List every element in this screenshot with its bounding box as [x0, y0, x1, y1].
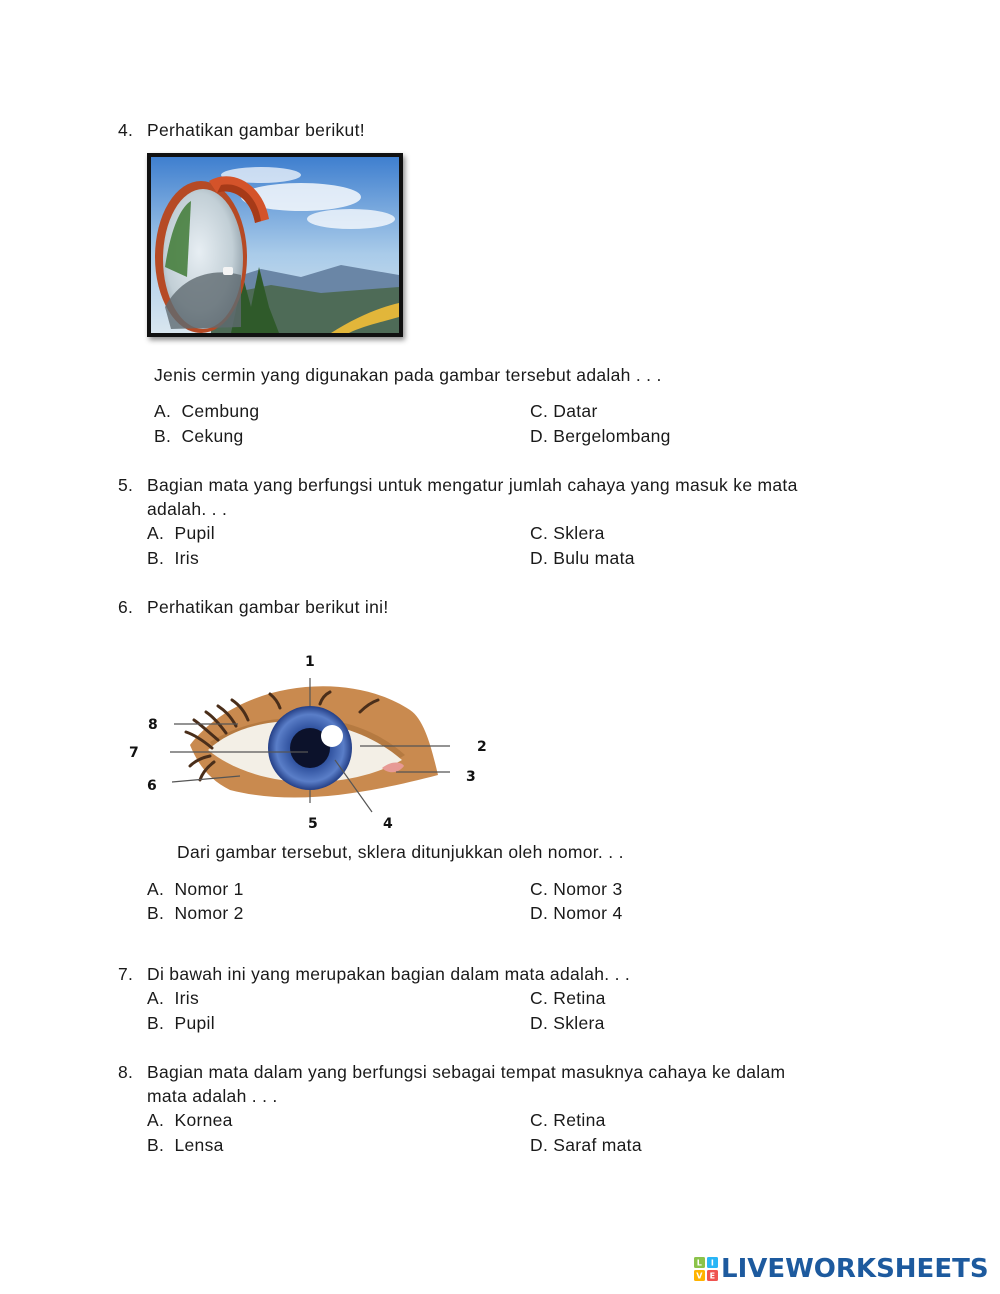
- q8-number: 8.: [118, 1062, 134, 1082]
- option-letter: A.: [147, 1110, 165, 1130]
- option-text: Saraf mata: [553, 1135, 642, 1155]
- option-text: Sklera: [553, 523, 605, 543]
- option-letter: A.: [147, 523, 165, 543]
- diagram-label-8: 8: [148, 717, 159, 733]
- convex-mirror-photo: [147, 153, 403, 337]
- option-text: Bulu mata: [553, 548, 635, 568]
- q4-text: Perhatikan gambar berikut!: [147, 120, 365, 140]
- option-letter: D.: [530, 426, 549, 446]
- option-letter: D.: [530, 903, 549, 923]
- option-text: Lensa: [174, 1135, 224, 1155]
- option-letter: A.: [147, 879, 165, 899]
- q4-prompt: Jenis cermin yang digunakan pada gambar tersebut adalah . . .: [154, 365, 662, 385]
- option-letter: A.: [147, 988, 165, 1008]
- option-text: Datar: [553, 401, 598, 421]
- brand-name: LIVEWORKSHEETS: [721, 1254, 989, 1284]
- option-text: Pupil: [174, 1013, 215, 1033]
- svg-text:I: I: [710, 1258, 715, 1268]
- q6-prompt: Dari gambar tersebut, sklera ditunjukkan oleh nomor. . .: [177, 842, 624, 862]
- option-text: Kornea: [174, 1110, 233, 1130]
- q8-option-a[interactable]: [147, 1109, 233, 1131]
- q6-text: Perhatikan gambar berikut ini!: [147, 597, 389, 617]
- q6-option-d[interactable]: [530, 902, 623, 924]
- option-letter: D.: [530, 1013, 549, 1033]
- q5-option-c[interactable]: [530, 522, 605, 544]
- option-letter: D.: [530, 548, 549, 568]
- option-letter: B.: [147, 903, 165, 923]
- q6-option-a[interactable]: [147, 878, 244, 900]
- option-text: Pupil: [174, 523, 215, 543]
- q5-text-line1: Bagian mata yang berfungsi untuk mengatur jumlah cahaya yang masuk ke mata: [147, 475, 798, 495]
- option-text: Iris: [174, 988, 199, 1008]
- svg-text:E: E: [709, 1271, 716, 1281]
- q5-number: 5.: [118, 475, 134, 495]
- option-letter: C.: [530, 401, 549, 421]
- option-text: Sklera: [553, 1013, 605, 1033]
- q8-option-b[interactable]: [147, 1134, 224, 1156]
- q4-option-c[interactable]: [530, 400, 598, 422]
- q6-number: 6.: [118, 597, 134, 617]
- option-text: Cembung: [181, 401, 260, 421]
- svg-text:L: L: [696, 1258, 703, 1268]
- option-text: Nomor 2: [174, 903, 244, 923]
- diagram-label-7: 7: [129, 745, 140, 761]
- q4-option-d[interactable]: [530, 425, 671, 447]
- option-letter: D.: [530, 1135, 549, 1155]
- option-text: Bergelombang: [553, 426, 671, 446]
- q7-option-a[interactable]: [147, 987, 199, 1009]
- option-letter: B.: [154, 426, 172, 446]
- option-letter: C.: [530, 1110, 549, 1130]
- option-text: Cekung: [181, 426, 244, 446]
- q7-number: 7.: [118, 964, 134, 984]
- q6-option-b[interactable]: [147, 902, 244, 924]
- option-text: Nomor 3: [553, 879, 623, 899]
- option-letter: C.: [530, 879, 549, 899]
- q8-option-d[interactable]: [530, 1134, 642, 1156]
- option-text: Retina: [553, 1110, 606, 1130]
- option-text: Iris: [174, 548, 199, 568]
- q5-option-a[interactable]: [147, 522, 215, 544]
- option-text: Nomor 1: [174, 879, 244, 899]
- q5-text-line2: adalah. . .: [147, 499, 228, 519]
- diagram-label-2: 2: [477, 739, 488, 755]
- q7-option-d[interactable]: [530, 1012, 605, 1034]
- q5-option-d[interactable]: [530, 547, 635, 569]
- q8-text-line1: Bagian mata dalam yang berfungsi sebagai tempat masuknya cahaya ke dalam: [147, 1062, 786, 1082]
- option-text: Retina: [553, 988, 606, 1008]
- eye-diagram: [120, 640, 500, 845]
- diagram-label-5: 5: [308, 816, 319, 832]
- q5-option-b[interactable]: [147, 547, 199, 569]
- option-letter: A.: [154, 401, 172, 421]
- option-letter: B.: [147, 548, 165, 568]
- diagram-label-6: 6: [147, 778, 158, 794]
- liveworksheets-logo-icon: [694, 1257, 718, 1281]
- option-text: Nomor 4: [553, 903, 623, 923]
- q4-option-a[interactable]: [154, 400, 259, 422]
- option-letter: B.: [147, 1135, 165, 1155]
- q7-text: Di bawah ini yang merupakan bagian dalam mata adalah. . .: [147, 964, 631, 984]
- option-letter: B.: [147, 1013, 165, 1033]
- option-letter: C.: [530, 988, 549, 1008]
- option-letter: C.: [530, 523, 549, 543]
- q4-option-b[interactable]: [154, 425, 244, 447]
- q8-text-line2: mata adalah . . .: [147, 1086, 278, 1106]
- liveworksheets-brand[interactable]: [694, 1252, 989, 1286]
- q8-option-c[interactable]: [530, 1109, 606, 1131]
- q7-option-b[interactable]: [147, 1012, 215, 1034]
- svg-text:V: V: [696, 1271, 703, 1281]
- diagram-label-4: 4: [383, 816, 394, 832]
- diagram-label-3: 3: [466, 769, 477, 785]
- q4-number: 4.: [118, 120, 134, 140]
- diagram-label-1: 1: [305, 654, 316, 670]
- q6-option-c[interactable]: [530, 878, 623, 900]
- q7-option-c[interactable]: [530, 987, 606, 1009]
